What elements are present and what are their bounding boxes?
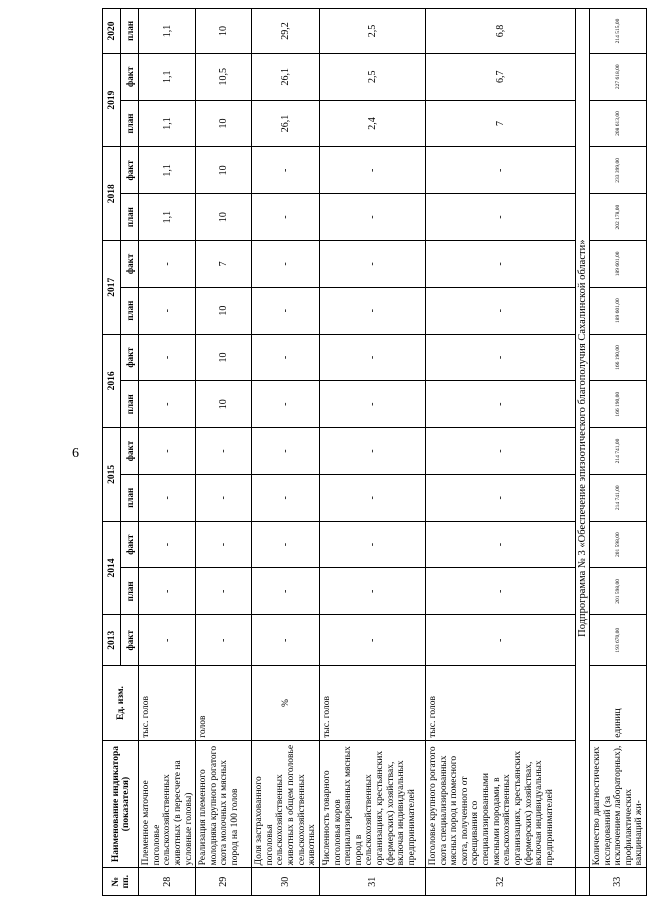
value-cell: - xyxy=(196,568,252,615)
section-title: Подпрограмма № 3 «Обеспечение эпизоотического благополучия Сахалинской области» xyxy=(575,9,589,868)
header-plan: план xyxy=(121,568,139,615)
header-fact: факт xyxy=(121,521,139,568)
value-cell: 6,8 xyxy=(425,9,575,54)
header-plan: план xyxy=(121,9,139,54)
value-cell: - xyxy=(252,568,320,615)
header-fact: факт xyxy=(121,334,139,381)
value-cell: - xyxy=(319,474,425,521)
value-cell: - xyxy=(139,521,196,568)
value-cell: 7 xyxy=(425,100,575,147)
value-cell: 214 515,00 xyxy=(589,9,646,54)
value-cell: - xyxy=(252,147,320,194)
indicator-table xyxy=(102,8,647,896)
value-cell: - xyxy=(139,428,196,475)
row-number: 32 xyxy=(425,868,575,896)
value-cell: - xyxy=(319,568,425,615)
value-cell: 10 xyxy=(196,287,252,334)
unit-cell: голов xyxy=(196,666,252,740)
unit-cell: % xyxy=(252,666,320,740)
value-cell: - xyxy=(425,381,575,428)
value-cell: 26,1 xyxy=(252,100,320,147)
value-cell: - xyxy=(319,615,425,666)
value-cell: - xyxy=(252,287,320,334)
value-cell: - xyxy=(252,428,320,475)
row-number: 28 xyxy=(139,868,196,896)
value-cell: 214 741,00 xyxy=(589,474,646,521)
value-cell: 201 598,00 xyxy=(589,568,646,615)
value-cell: - xyxy=(139,334,196,381)
header-fact: факт xyxy=(121,147,139,194)
header-plan: план xyxy=(121,287,139,334)
value-cell: 189 601,00 xyxy=(589,287,646,334)
value-cell: 1,1 xyxy=(139,147,196,194)
value-cell: - xyxy=(319,241,425,288)
value-cell: 2,4 xyxy=(319,100,425,147)
table-row xyxy=(252,9,320,896)
header-fact: факт xyxy=(121,615,139,666)
table-row xyxy=(589,9,646,896)
value-cell: - xyxy=(425,287,575,334)
value-cell: - xyxy=(425,568,575,615)
indicator-name: Племенное маточное поголовье сельскохозяйственных животных (в пересчете на условные головы) xyxy=(139,740,196,868)
header-year: 2015 xyxy=(103,428,121,522)
value-cell: - xyxy=(319,521,425,568)
value-cell: 166 190,00 xyxy=(589,334,646,381)
value-cell: - xyxy=(425,615,575,666)
header-fact: факт xyxy=(121,53,139,100)
value-cell: - xyxy=(139,287,196,334)
indicator-name: Количество диагностических исследований (за исключением лабораторных), профилактических вакцинаций жи- xyxy=(589,740,646,868)
value-cell: 233 399,00 xyxy=(589,147,646,194)
value-cell: 214 741,00 xyxy=(589,428,646,475)
section-row xyxy=(575,9,589,896)
value-cell: - xyxy=(425,334,575,381)
header-fact: факт xyxy=(121,241,139,288)
table-row xyxy=(425,9,575,896)
header-year: 2013 xyxy=(103,615,121,666)
value-cell: - xyxy=(425,194,575,241)
value-cell: 227 618,00 xyxy=(589,53,646,100)
value-cell: 2,5 xyxy=(319,9,425,54)
value-cell: 208 613,00 xyxy=(589,100,646,147)
value-cell: - xyxy=(319,381,425,428)
value-cell: 201 598,00 xyxy=(589,521,646,568)
value-cell: 10 xyxy=(196,334,252,381)
value-cell: 10,5 xyxy=(196,53,252,100)
value-cell: 1,1 xyxy=(139,53,196,100)
value-cell: - xyxy=(252,334,320,381)
header-plan: план xyxy=(121,194,139,241)
value-cell: - xyxy=(252,241,320,288)
value-cell: - xyxy=(196,615,252,666)
header-plan: план xyxy=(121,474,139,521)
unit-cell: тыс. голов xyxy=(139,666,196,740)
value-cell: 189 601,00 xyxy=(589,241,646,288)
table-row xyxy=(196,9,252,896)
value-cell: - xyxy=(425,241,575,288)
value-cell: - xyxy=(425,474,575,521)
row-number: 30 xyxy=(252,868,320,896)
value-cell: 10 xyxy=(196,381,252,428)
value-cell: 1,1 xyxy=(139,194,196,241)
header-year: 2019 xyxy=(103,53,121,147)
value-cell: - xyxy=(139,568,196,615)
value-cell: - xyxy=(139,615,196,666)
row-number xyxy=(575,868,589,896)
header-year: 2017 xyxy=(103,241,121,335)
value-cell: 166 190,00 xyxy=(589,381,646,428)
value-cell: - xyxy=(252,194,320,241)
header-year: 2014 xyxy=(103,521,121,615)
value-cell: - xyxy=(196,428,252,475)
table-row xyxy=(139,9,196,896)
indicator-name: Реализация племенного молодняка крупного рогатого скота молочных и мясных пород на 100 голов xyxy=(196,740,252,868)
value-cell: - xyxy=(425,521,575,568)
unit-cell: тыс. голов xyxy=(425,666,575,740)
table-row xyxy=(319,9,425,896)
rotated-table-container xyxy=(102,8,645,896)
header-year: 2020 xyxy=(103,9,121,54)
unit-cell: единиц xyxy=(589,666,646,740)
value-cell: 26,1 xyxy=(252,53,320,100)
page-number: 6 xyxy=(72,446,79,461)
value-cell: 2,5 xyxy=(319,53,425,100)
value-cell: 202 178,00 xyxy=(589,194,646,241)
value-cell: - xyxy=(319,194,425,241)
value-cell: 10 xyxy=(196,194,252,241)
unit-cell: тыс. голов xyxy=(319,666,425,740)
value-cell: - xyxy=(196,521,252,568)
row-number: 33 xyxy=(589,868,646,896)
value-cell: - xyxy=(139,241,196,288)
value-cell: - xyxy=(252,615,320,666)
row-number: 29 xyxy=(196,868,252,896)
value-cell: - xyxy=(319,287,425,334)
value-cell: 6,7 xyxy=(425,53,575,100)
header-name: Наименование индикатора (показателя) xyxy=(103,740,139,868)
value-cell: - xyxy=(252,381,320,428)
value-cell: - xyxy=(252,521,320,568)
header-plan: план xyxy=(121,100,139,147)
header-num: № пп. xyxy=(103,868,139,896)
value-cell: - xyxy=(139,381,196,428)
value-cell: 1,1 xyxy=(139,9,196,54)
header-unit: Ед. изм. xyxy=(103,666,139,740)
header-year: 2016 xyxy=(103,334,121,428)
value-cell: 193 670,00 xyxy=(589,615,646,666)
value-cell: - xyxy=(319,147,425,194)
value-cell: - xyxy=(196,474,252,521)
value-cell: - xyxy=(252,474,320,521)
value-cell: 10 xyxy=(196,100,252,147)
value-cell: 10 xyxy=(196,9,252,54)
header-plan: план xyxy=(121,381,139,428)
header-year: 2018 xyxy=(103,147,121,241)
row-number: 31 xyxy=(319,868,425,896)
value-cell: - xyxy=(425,428,575,475)
value-cell: 1,1 xyxy=(139,100,196,147)
header-years-row xyxy=(103,9,121,896)
value-cell: - xyxy=(319,428,425,475)
indicator-name: Доля застрахованного поголовья сельскохозяйственных животных в общем поголовье сельскохозяйственных животных xyxy=(252,740,320,868)
value-cell: 7 xyxy=(196,241,252,288)
header-fact: факт xyxy=(121,428,139,475)
value-cell: 29,2 xyxy=(252,9,320,54)
value-cell: - xyxy=(139,474,196,521)
indicator-name: Поголовье крупного рогатого скота специализированных мясных пород и помесного скота, полученного от скрещивания со специализированными мясными породами, в сельскохозяйственных организациях, крестьянских (фермерских) хозяйствах, включая индивидуальных предпринимателей xyxy=(425,740,575,868)
value-cell: - xyxy=(425,147,575,194)
indicator-name: Численность товарного поголовья коров специализированных мясных пород в сельскохозяйственных организациях, крестьянских (фермерских) хозяйствах, включая индивидуальных предпринимателей xyxy=(319,740,425,868)
value-cell: - xyxy=(319,334,425,381)
value-cell: 10 xyxy=(196,147,252,194)
